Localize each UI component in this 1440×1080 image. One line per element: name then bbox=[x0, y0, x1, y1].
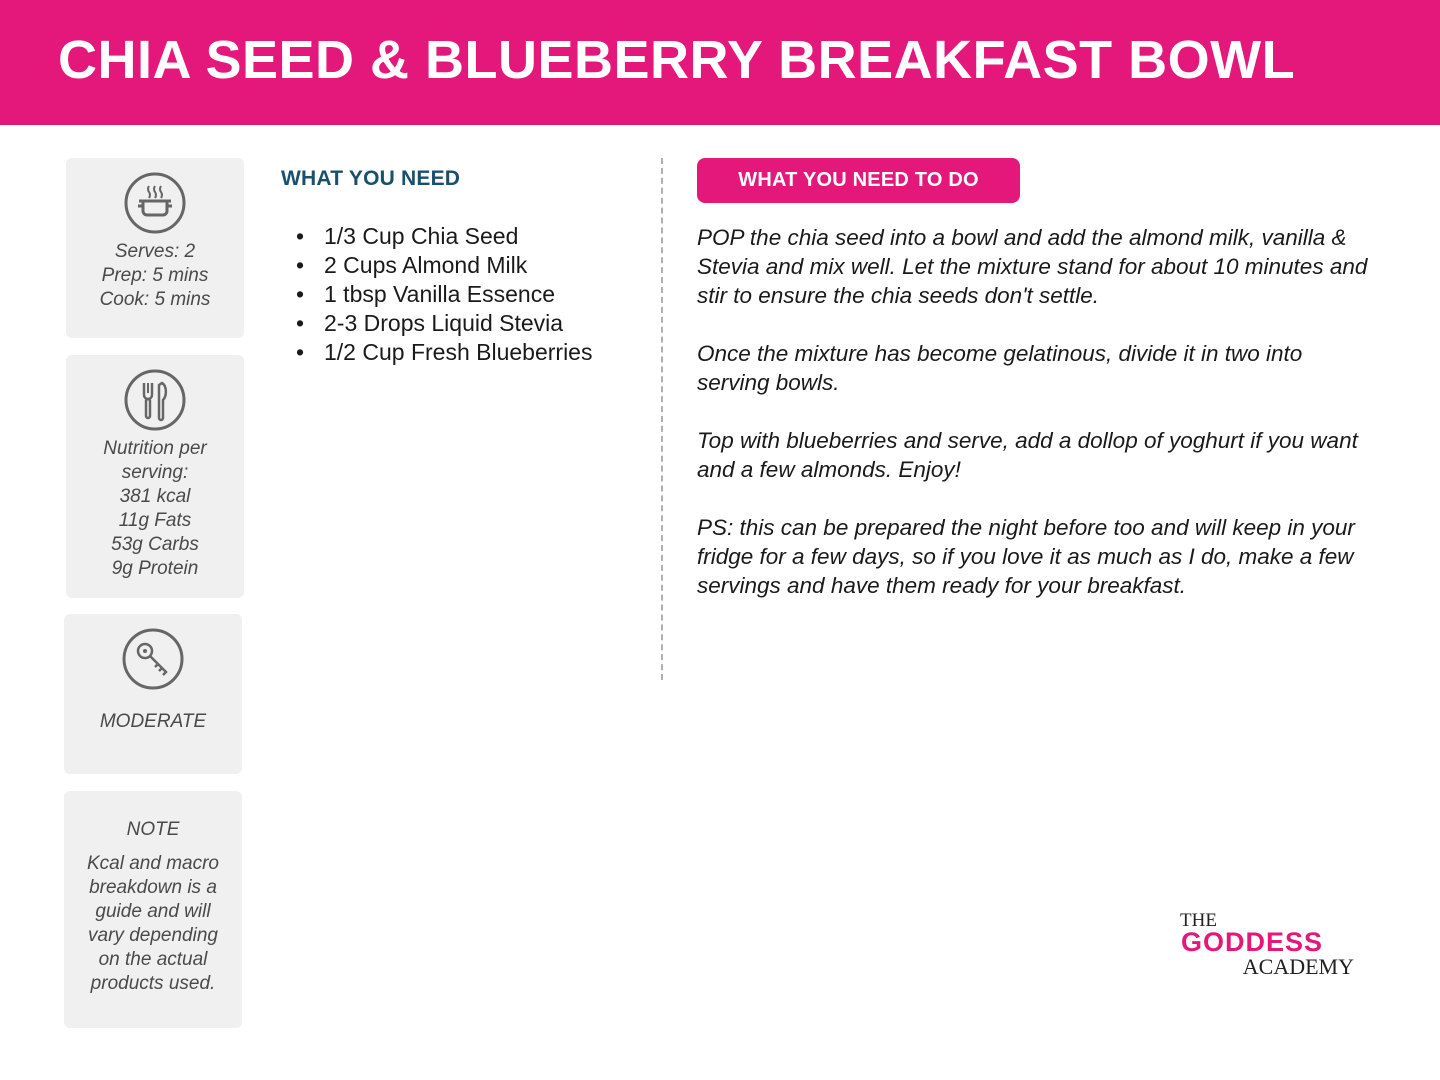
note-card bbox=[64, 791, 242, 1028]
cook-time-text: Cook: 5 mins bbox=[99, 289, 211, 310]
protein-value: 9g Protein bbox=[111, 558, 199, 579]
nutrition-label-2: serving: bbox=[121, 462, 189, 483]
kcal-value: 381 kcal bbox=[119, 486, 191, 507]
method-heading: WHAT YOU NEED TO DO bbox=[697, 158, 1020, 203]
header-banner bbox=[0, 0, 1440, 125]
ingredient-item: • 1 tbsp Vanilla Essence bbox=[296, 280, 614, 309]
difficulty-label: MODERATE bbox=[99, 711, 207, 732]
note-line: on the actual bbox=[98, 949, 208, 970]
carbs-value: 53g Carbs bbox=[111, 534, 199, 555]
nutrition-card bbox=[66, 355, 244, 598]
method-paragraph: POP the chia seed into a bowl and add the almond milk, vanilla & Stevia and mix well. Let the mixture stand for about 10 minutes and stir to ensure the chia seeds don't settle. bbox=[697, 225, 1368, 308]
method-paragraph: Once the mixture has become gelatinous, divide it in two into serving bowls. bbox=[697, 341, 1303, 395]
ingredient-item: • 1/3 Cup Chia Seed bbox=[296, 222, 614, 251]
cooking-pot-icon bbox=[124, 172, 186, 234]
nutrition-label: Nutrition per bbox=[103, 438, 207, 459]
note-line: products used. bbox=[90, 973, 216, 994]
method-paragraph: PS: this can be prepared the night before too and will keep in your fridge for a few days, so if you love it as much as I do, make a few servings and have them ready for your breakfast. bbox=[697, 515, 1355, 598]
method-text bbox=[697, 223, 1377, 629]
fork-knife-icon bbox=[124, 369, 186, 431]
method-paragraph: Top with blueberries and serve, add a dollop of yoghurt if you want and a few almonds. Enjoy! bbox=[697, 428, 1358, 482]
note-title: NOTE bbox=[126, 819, 180, 840]
logo-academy: ACADEMY bbox=[1242, 954, 1354, 979]
page-title: CHIA SEED & BLUEBERRY BREAKFAST BOWL bbox=[58, 30, 1296, 90]
difficulty-card bbox=[64, 614, 242, 774]
ingredient-item: • 2 Cups Almond Milk bbox=[296, 251, 614, 280]
ingredients-heading: WHAT YOU NEED bbox=[281, 167, 461, 190]
fats-value: 11g Fats bbox=[118, 510, 192, 531]
note-line: Kcal and macro bbox=[86, 853, 219, 874]
key-icon bbox=[122, 628, 184, 690]
serves-card bbox=[66, 158, 244, 338]
logo-goddess: GODDESS bbox=[1181, 927, 1324, 957]
column-divider bbox=[661, 158, 663, 680]
note-line: vary depending bbox=[88, 925, 218, 946]
serves-text: Serves: 2 bbox=[114, 241, 196, 262]
logo-the: THE bbox=[1180, 910, 1217, 931]
ingredients-list bbox=[296, 222, 614, 367]
goddess-academy-logo bbox=[1180, 910, 1360, 985]
note-line: breakdown is a bbox=[89, 877, 217, 898]
note-line: guide and will bbox=[95, 901, 211, 922]
ingredient-item: • 1/2 Cup Fresh Blueberries bbox=[296, 338, 614, 367]
prep-time-text: Prep: 5 mins bbox=[101, 265, 209, 286]
ingredient-item: • 2-3 Drops Liquid Stevia bbox=[296, 309, 614, 338]
